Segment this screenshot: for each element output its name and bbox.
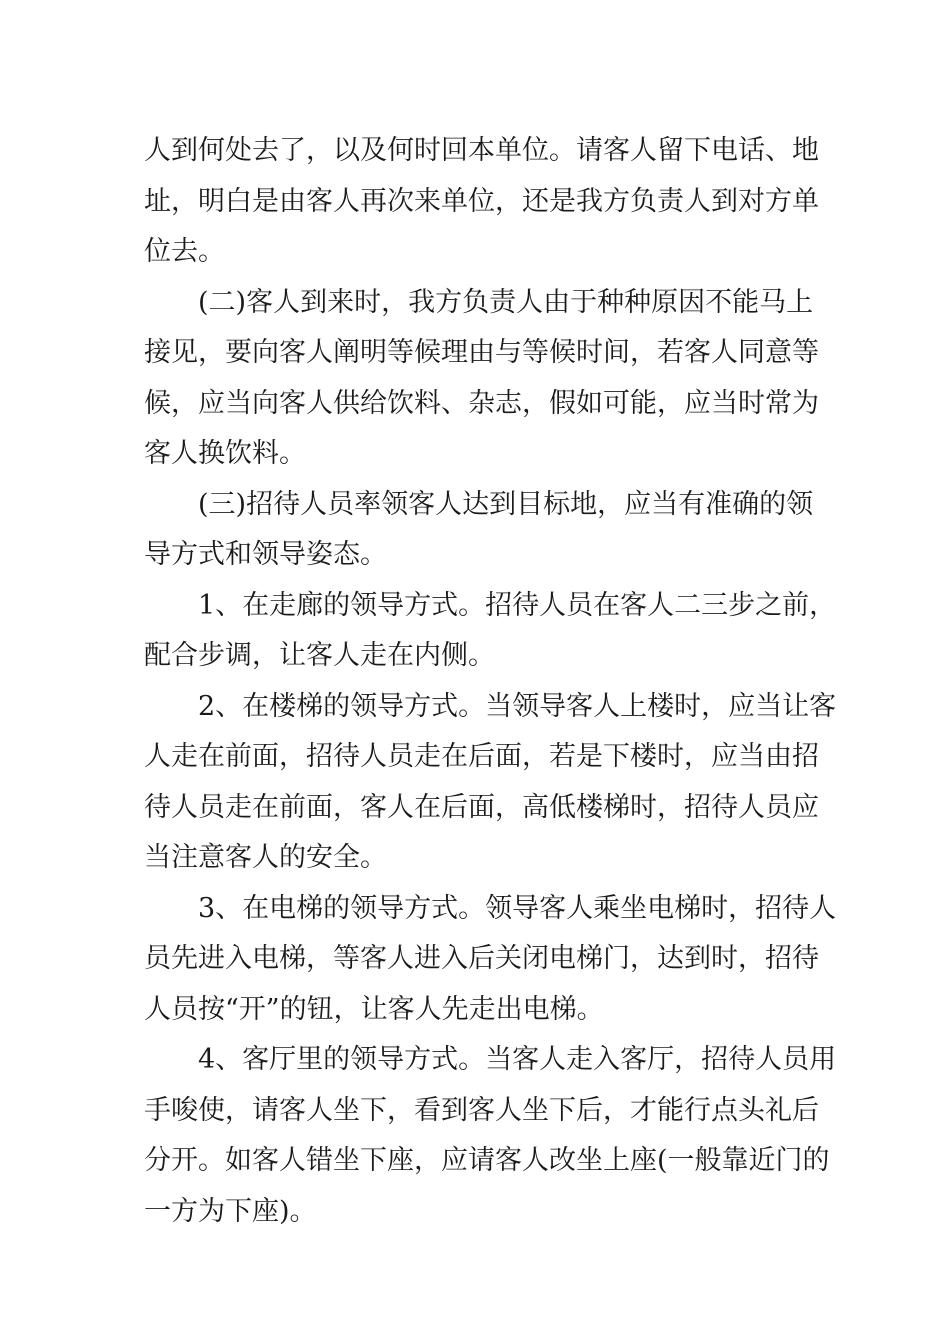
- paragraph: [144, 682, 837, 884]
- text-line: 员先进入电梯，等客人进入后关闭电梯门，达到时，招待: [144, 943, 819, 974]
- text-line: 导方式和领导姿态。: [144, 539, 387, 570]
- document-body: [144, 126, 837, 1237]
- text-line: 客人换饮料。: [144, 438, 306, 469]
- text-line: 4、客厅里的领导方式。当客人走入客厅，招待人员用: [198, 1044, 837, 1075]
- text-line: 3、在电梯的领导方式。领导客人乘坐电梯时，招待人: [198, 892, 837, 924]
- text-line: 待人员走在前面，客人在后面，高低楼梯时，招待人员应: [144, 791, 819, 823]
- paragraph: [144, 581, 837, 682]
- paragraph: [144, 480, 814, 581]
- text-line: 位去。: [144, 236, 225, 267]
- text-line: 候，应当向客人供给饮料、杂志，假如可能，应当时常为: [144, 387, 819, 419]
- text-line: (三)招待人员率领客人达到目标地，应当有准确的领: [198, 488, 814, 520]
- text-line: 1、在走廊的领导方式。招待人员在客人二三步之前，: [198, 589, 837, 621]
- paragraph: [144, 278, 819, 480]
- text-line: 2、在楼梯的领导方式。当领导客人上楼时，应当让客: [198, 690, 837, 722]
- text-line: 址，明白是由客人再次来单位，还是我方负责人到对方单: [144, 185, 819, 217]
- text-line: (二)客人到来时，我方负责人由于种种原因不能马上: [198, 286, 814, 318]
- text-line: 接见，要向客人阐明等候理由与等候时间，若客人同意等: [144, 337, 819, 368]
- text-line: 人走在前面，招待人员走在后面，若是下楼时，应当由招: [144, 741, 819, 772]
- text-line: 人员按“开”的钮，让客人先走出电梯。: [144, 993, 604, 1025]
- paragraph: [144, 126, 819, 278]
- text-line: 人到何处去了，以及何时回本单位。请客人留下电话、地: [144, 135, 819, 166]
- paragraph: [144, 884, 837, 1036]
- text-line: 手唆使，请客人坐下，看到客人坐下后，才能行点头礼后: [144, 1094, 819, 1126]
- paragraph: [144, 1035, 837, 1237]
- text-line: 配合步调，让客人走在内侧。: [144, 640, 495, 671]
- text-line: 一方为下座)。: [144, 1195, 317, 1227]
- text-line: 分开。如客人错坐下座，应请客人改坐上座(一般靠近门的: [144, 1145, 830, 1176]
- text-line: 当注意客人的安全。: [144, 842, 387, 873]
